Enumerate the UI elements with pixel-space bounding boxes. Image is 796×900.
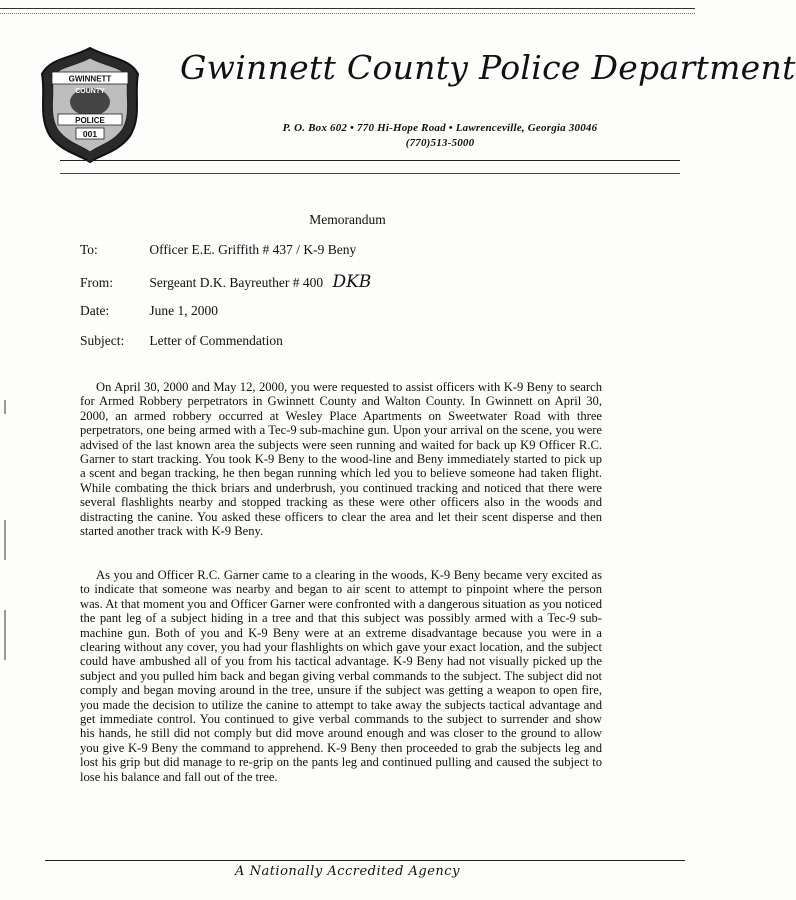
department-title: Gwinnett County Police Department	[180, 48, 796, 87]
subject-label: Subject:	[80, 333, 125, 348]
letterhead-rule	[60, 160, 680, 174]
badge-county-text: COUNTY	[75, 88, 105, 95]
department-address-block	[230, 121, 650, 151]
body-paragraph-1: On April 30, 2000 and May 12, 2000, you were requested to assist officers with K-9 Beny to search for Armed Robbery perpetrators in Gwinnett County and Walton County. In Gwinnett on April 30, 2000, an armed robbery occurred at Wesley Place Apartments on Sweetwater Road with three perpetrators, one being armed with a Tec-9 sub-machine gun. Upon your arrival on the scene, you were advised of the last known area the subjects were seen running and waited for back up K9 Officer R.C. Garner to start tracking. You took K-9 Beny to the wood-line and Beny immediately started to pick up a scent and began tracking, he then began running which led you to believe someone had taken flight. While combating the thick briars and underbrush, you continued tracking and noticed that there were several flashlights nearby and stopped tracking as these were other officers also in the woods and distracting the canine. You asked these officers to clear the area and let their scent disperse and then started another track with K-9 Beny.	[80, 380, 602, 539]
scan-margin-mark	[4, 610, 6, 660]
to-value: Officer E.E. Griffith # 437 / K-9 Beny	[149, 242, 357, 257]
badge-police-text: POLICE	[75, 116, 105, 125]
to-label: To:	[80, 242, 98, 257]
badge-top-text: GWINNETT	[68, 74, 112, 84]
memo-title: Memorandum	[309, 212, 386, 227]
top-page-rule	[0, 8, 695, 14]
footer-motto: A Nationally Accredited Agency	[235, 864, 460, 879]
body-paragraph-2: As you and Officer R.C. Garner came to a clearing in the woods, K-9 Beny became very excited as to indicate that someone was nearby and began to air scent to attempt to pinpoint where the person was. At that moment you and Officer Garner were confronted with a dangerous situation as you noticed the pant leg of a subject hiding in a tree and that this subject was possibly armed with a Tec-9 sub-machine gun. Both of you and K-9 Beny were at an extreme disadvantage because you were in a clearing without any cover, you had your flashlights on which gave your exact location, and the subject could have ambushed all of you from his tactical advantage. K-9 Beny had not visually picked up the subject and you pulled him back and began giving verbal commands to the subject. The subject did not comply and began moving around in the tree, unsure if the subject was getting a weapon to open fire, you made the decision to utilize the canine to attempt to take away the subjects tactical advantage and get immediate control. You continued to give verbal commands to the subject to surrender and show his hands, he still did not comply but did move around enough and was closer to the ground to allow you give K-9 Beny the command to apprehend. K-9 Beny then proceeded to grab the subjects leg and lost his grip but did manage to re-grip on the pants leg and continued pulling and caused the subject to lose his balance and fall out of the tree.	[80, 568, 602, 784]
subject-field	[80, 333, 283, 349]
date-label: Date:	[80, 303, 110, 318]
to-field	[80, 242, 356, 258]
from-value: Sergeant D.K. Bayreuther # 400	[149, 275, 324, 290]
date-field	[80, 303, 218, 319]
subject-value: Letter of Commendation	[149, 333, 283, 348]
from-field	[80, 272, 371, 292]
scan-margin-mark	[4, 400, 6, 414]
footer-rule	[45, 860, 685, 861]
address-line: P. O. Box 602 • 770 Hi-Hope Road • Lawrenceville, Georgia 30046	[282, 122, 598, 134]
phone-number: (770)513-5000	[405, 137, 475, 149]
scan-margin-mark	[4, 520, 6, 560]
date-value: June 1, 2000	[149, 303, 218, 318]
from-initials-signature: DKB	[332, 272, 372, 292]
police-badge-logo	[38, 44, 142, 164]
from-label: From:	[80, 275, 114, 290]
badge-number: 001	[82, 129, 98, 139]
